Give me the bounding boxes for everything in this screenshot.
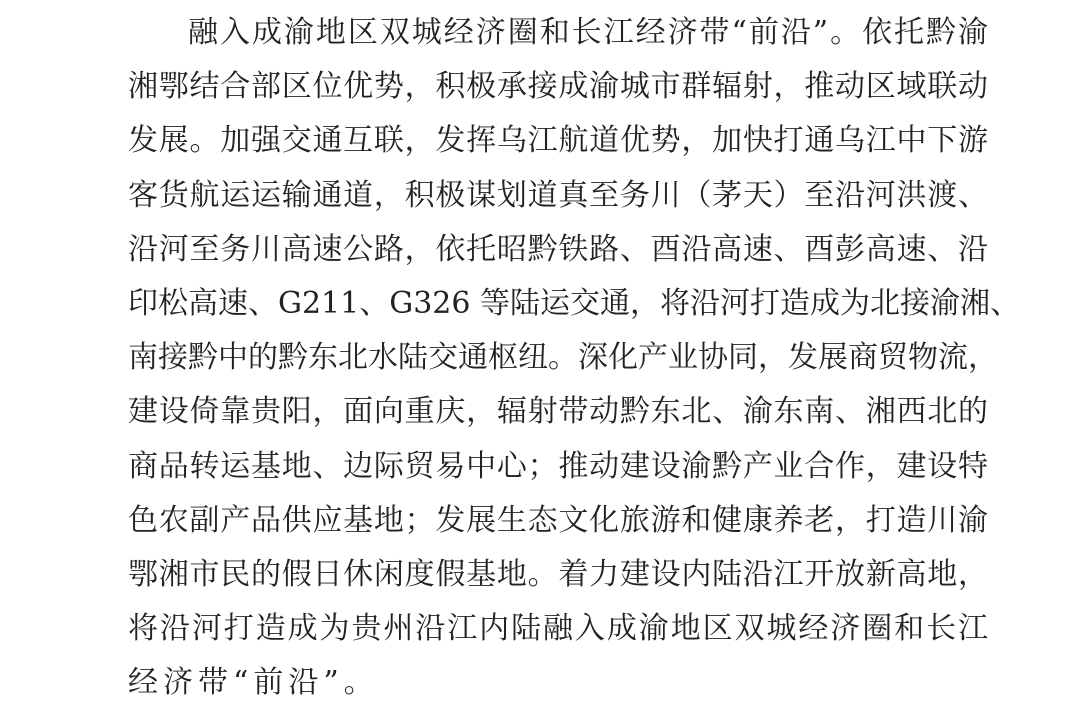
text-line: 湘鄂结合部区位优势，积极承接成渝城市群辐射，推动区域联动 [128, 69, 988, 105]
text-line: 沿河至务川高速公路，依托昭黔铁路、酉沿高速、酉彭高速、沿 [128, 231, 988, 267]
text-line: 将沿河打造成为贵州沿江内陆融入成渝地区双城经济圈和长江 [128, 611, 988, 647]
text-line: 客货航运运输通道，积极谋划道真至务川（茅天）至沿河洪渡、 [128, 177, 988, 213]
text-line: 鄂湘市民的假日休闲度假基地。着力建设内陆沿江开放新高地， [128, 556, 988, 592]
paragraph [128, 6, 1020, 710]
text-line: 建设倚靠贵阳，面向重庆，辐射带动黔东北、渝东南、湘西北的 [128, 394, 988, 430]
text-line: 经济带“前沿”。 [128, 665, 379, 701]
text-line: 商品转运基地、边际贸易中心；推动建设渝黔产业合作，建设特 [128, 448, 988, 484]
text-line: 色农副产品供应基地；发展生态文化旅游和健康养老，打造川渝 [128, 502, 988, 538]
text-line: 印松高速、G211、G326 等陆运交通，将沿河打造成为北接渝湘、 [128, 285, 1020, 321]
text-line: 融入成渝地区双城经济圈和长江经济带“前沿”。依托黔渝 [188, 15, 988, 50]
text-line: 发展。加强交通互联，发挥乌江航道优势，加快打通乌江中下游 [128, 123, 988, 159]
text-line: 南接黔中的黔东北水陆交通枢纽。深化产业协同，发展商贸物流， [128, 340, 998, 376]
